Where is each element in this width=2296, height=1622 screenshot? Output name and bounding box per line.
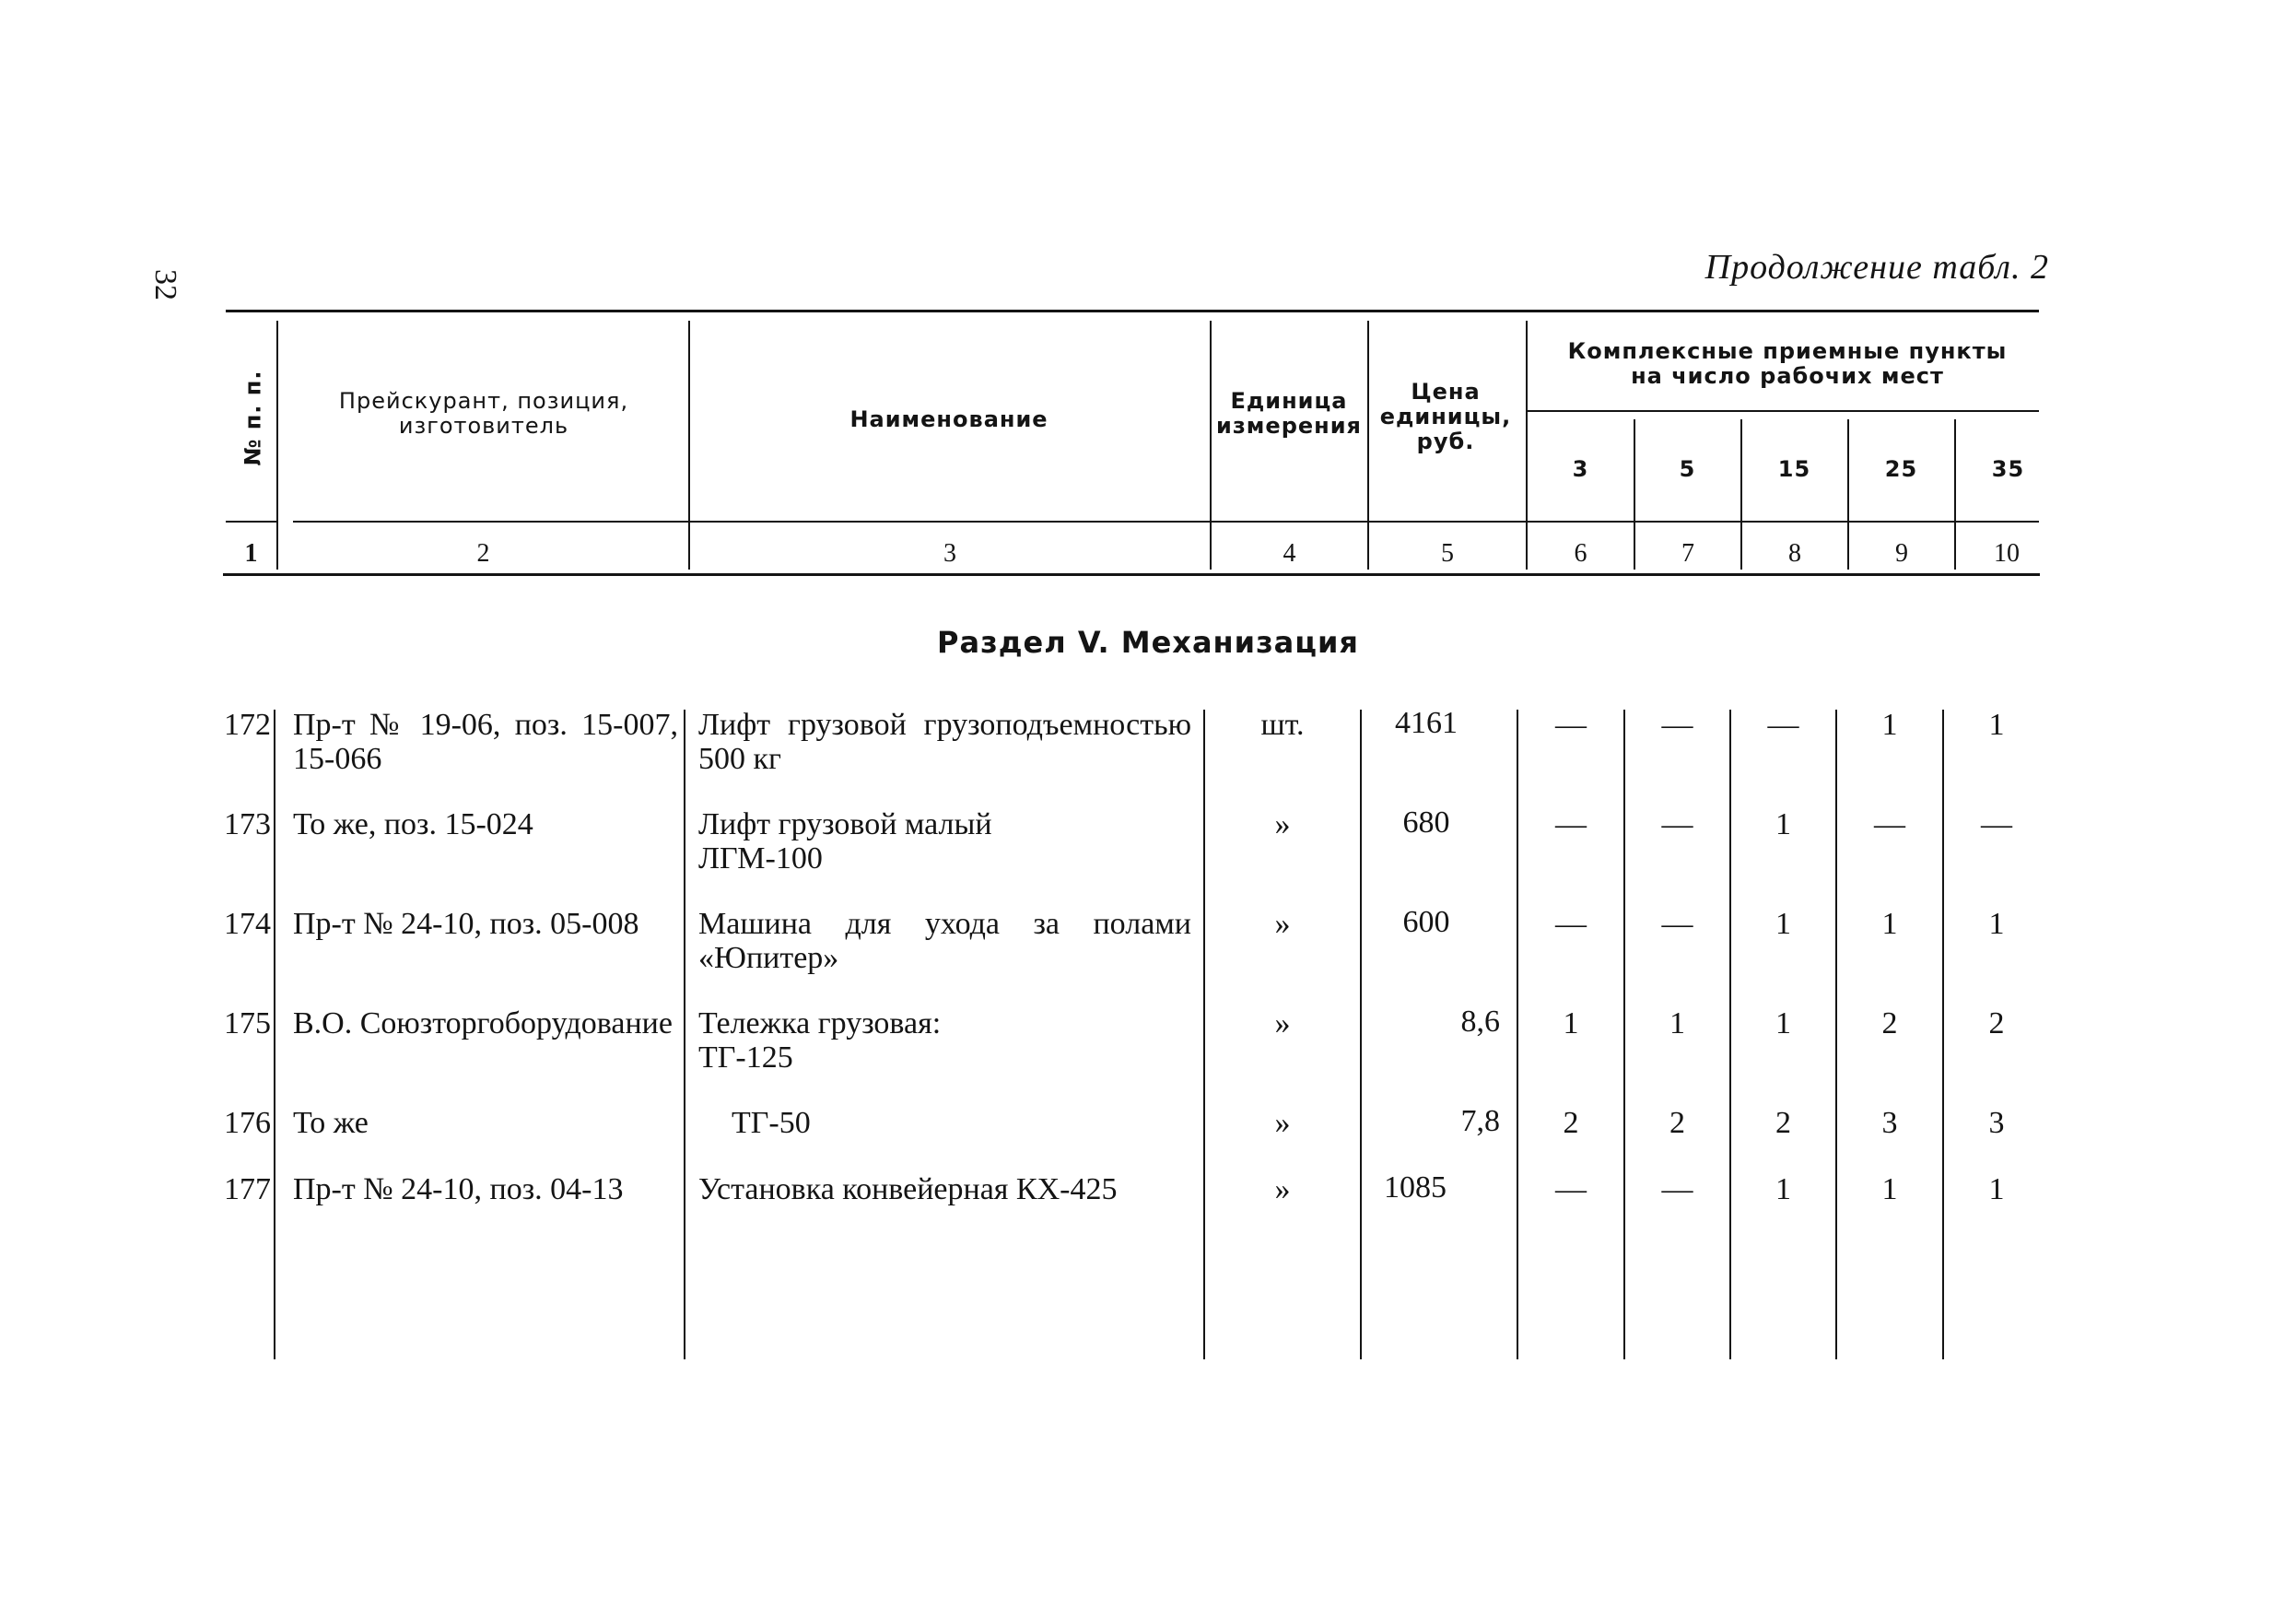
row-qty-15: 1: [1775, 1006, 1791, 1040]
row-qty-25: —: [1874, 807, 1905, 841]
row-number: 174: [224, 907, 271, 941]
row-qty-3: —: [1555, 708, 1587, 742]
col-name-header: Наименование: [849, 406, 1048, 432]
row-pricelist: Пр-т № 24-10, поз. 04-13: [293, 1172, 624, 1206]
sub-col-header: 25: [1884, 456, 1918, 482]
sub-col-header: 35: [1991, 456, 2025, 482]
header-mid-rule: [226, 521, 276, 523]
row-pricelist: То же: [293, 1106, 369, 1140]
row-name: ТГ-50: [732, 1106, 811, 1140]
row-qty-35: 1: [1988, 907, 2005, 941]
row-name: Лифт грузовой грузоподъемностью 500 кг: [698, 708, 1191, 776]
row-qty-5: —: [1661, 708, 1693, 742]
row-name: Машина для ухода за полами «Юпитер»: [698, 907, 1191, 975]
col-pricelist-header: Прейскурант, позиция, изготовитель: [338, 388, 629, 439]
row-unit: »: [1274, 907, 1291, 941]
body-divider: [684, 710, 685, 1359]
row-price: 600: [1402, 905, 1450, 939]
row-unit: »: [1274, 1172, 1291, 1206]
row-qty-15: 1: [1775, 907, 1791, 941]
group-rule: [1528, 410, 2039, 412]
row-qty-25: 3: [1881, 1106, 1898, 1140]
row-price: 7,8: [1460, 1104, 1500, 1138]
col-number: 8: [1788, 539, 1801, 568]
sub-col-header: 15: [1777, 456, 1811, 482]
body-divider: [274, 710, 275, 1359]
col-price-header: Цена единицы, руб.: [1379, 379, 1512, 454]
row-qty-35: 3: [1988, 1106, 2005, 1140]
row-qty-3: 2: [1563, 1106, 1579, 1140]
col-unit-header: Единица измерения: [1216, 388, 1362, 439]
row-qty-25: 1: [1881, 1172, 1898, 1206]
row-number: 172: [224, 708, 271, 742]
col-number: 4: [1283, 539, 1296, 568]
col-number: 6: [1574, 539, 1587, 568]
row-qty-5: 1: [1669, 1006, 1685, 1040]
row-qty-25: 1: [1881, 907, 1898, 941]
row-price: 4161: [1395, 706, 1458, 740]
section-title: Раздел V. Механизация: [937, 625, 1359, 660]
header-divider: [1210, 321, 1212, 570]
row-name: Установка конвейерная КХ-425: [698, 1172, 1118, 1206]
row-qty-15: 2: [1775, 1106, 1791, 1140]
row-unit: »: [1274, 1106, 1291, 1140]
header-divider: [1367, 321, 1369, 570]
header-top-rule: [226, 310, 2039, 312]
row-unit: »: [1274, 1006, 1291, 1040]
row-qty-35: 1: [1988, 1172, 2005, 1206]
row-pricelist: То же, поз. 15-024: [293, 807, 533, 841]
row-qty-25: 2: [1881, 1006, 1898, 1040]
row-qty-15: 1: [1775, 1172, 1791, 1206]
row-qty-15: —: [1767, 708, 1799, 742]
row-qty-15: 1: [1775, 807, 1791, 841]
row-number: 176: [224, 1106, 271, 1140]
row-qty-35: —: [1981, 807, 2012, 841]
col-number: 2: [476, 539, 490, 568]
row-qty-35: 2: [1988, 1006, 2005, 1040]
col-group-header: Комплексные приемные пункты на число рабочих мест: [1567, 338, 2008, 389]
row-pricelist: Пр-т № 24-10, поз. 05-008: [293, 907, 639, 941]
header-divider: [1526, 321, 1528, 570]
row-qty-5: —: [1661, 807, 1693, 841]
row-name: Лифт грузовой малый ЛГМ-100: [698, 807, 992, 876]
row-name: Тележка грузовая: ТГ-125: [698, 1006, 942, 1075]
row-qty-3: —: [1555, 807, 1587, 841]
row-qty-5: 2: [1669, 1106, 1685, 1140]
row-qty-5: —: [1661, 1172, 1693, 1206]
header-divider: [276, 321, 278, 570]
col-number: 1: [244, 539, 258, 568]
col-number: 10: [1994, 539, 2020, 568]
row-qty-3: —: [1555, 1172, 1587, 1206]
header-bottom-rule: [223, 573, 2040, 576]
row-unit: шт.: [1260, 708, 1305, 742]
page-number: 32: [148, 269, 182, 300]
col-number: 7: [1681, 539, 1694, 568]
col-number: 9: [1895, 539, 1908, 568]
col-number: 3: [943, 539, 956, 568]
sub-col-header: 5: [1679, 456, 1696, 482]
row-price: 8,6: [1460, 1005, 1500, 1039]
col-number: 5: [1441, 539, 1454, 568]
header-divider: [688, 321, 690, 570]
row-number: 173: [224, 807, 271, 841]
row-qty-3: —: [1555, 907, 1587, 941]
row-number: 175: [224, 1006, 271, 1040]
row-pricelist: Пр-т № 19-06, поз. 15-007, 15-066: [293, 708, 678, 776]
sub-col-header: 3: [1572, 456, 1589, 482]
row-number: 177: [224, 1172, 271, 1206]
row-qty-25: 1: [1881, 708, 1898, 742]
row-qty-35: 1: [1988, 708, 2005, 742]
row-unit: »: [1274, 807, 1291, 841]
row-qty-5: —: [1661, 907, 1693, 941]
header-mid-rule-2: [293, 521, 2039, 523]
row-price: 1085: [1384, 1170, 1447, 1205]
continuation-caption: Продолжение табл. 2: [1704, 248, 2049, 287]
row-pricelist: В.О. Союзторгоборудование: [293, 1006, 673, 1040]
row-qty-3: 1: [1563, 1006, 1579, 1040]
col-no-header: № п. п.: [240, 370, 266, 466]
row-price: 680: [1402, 805, 1450, 840]
